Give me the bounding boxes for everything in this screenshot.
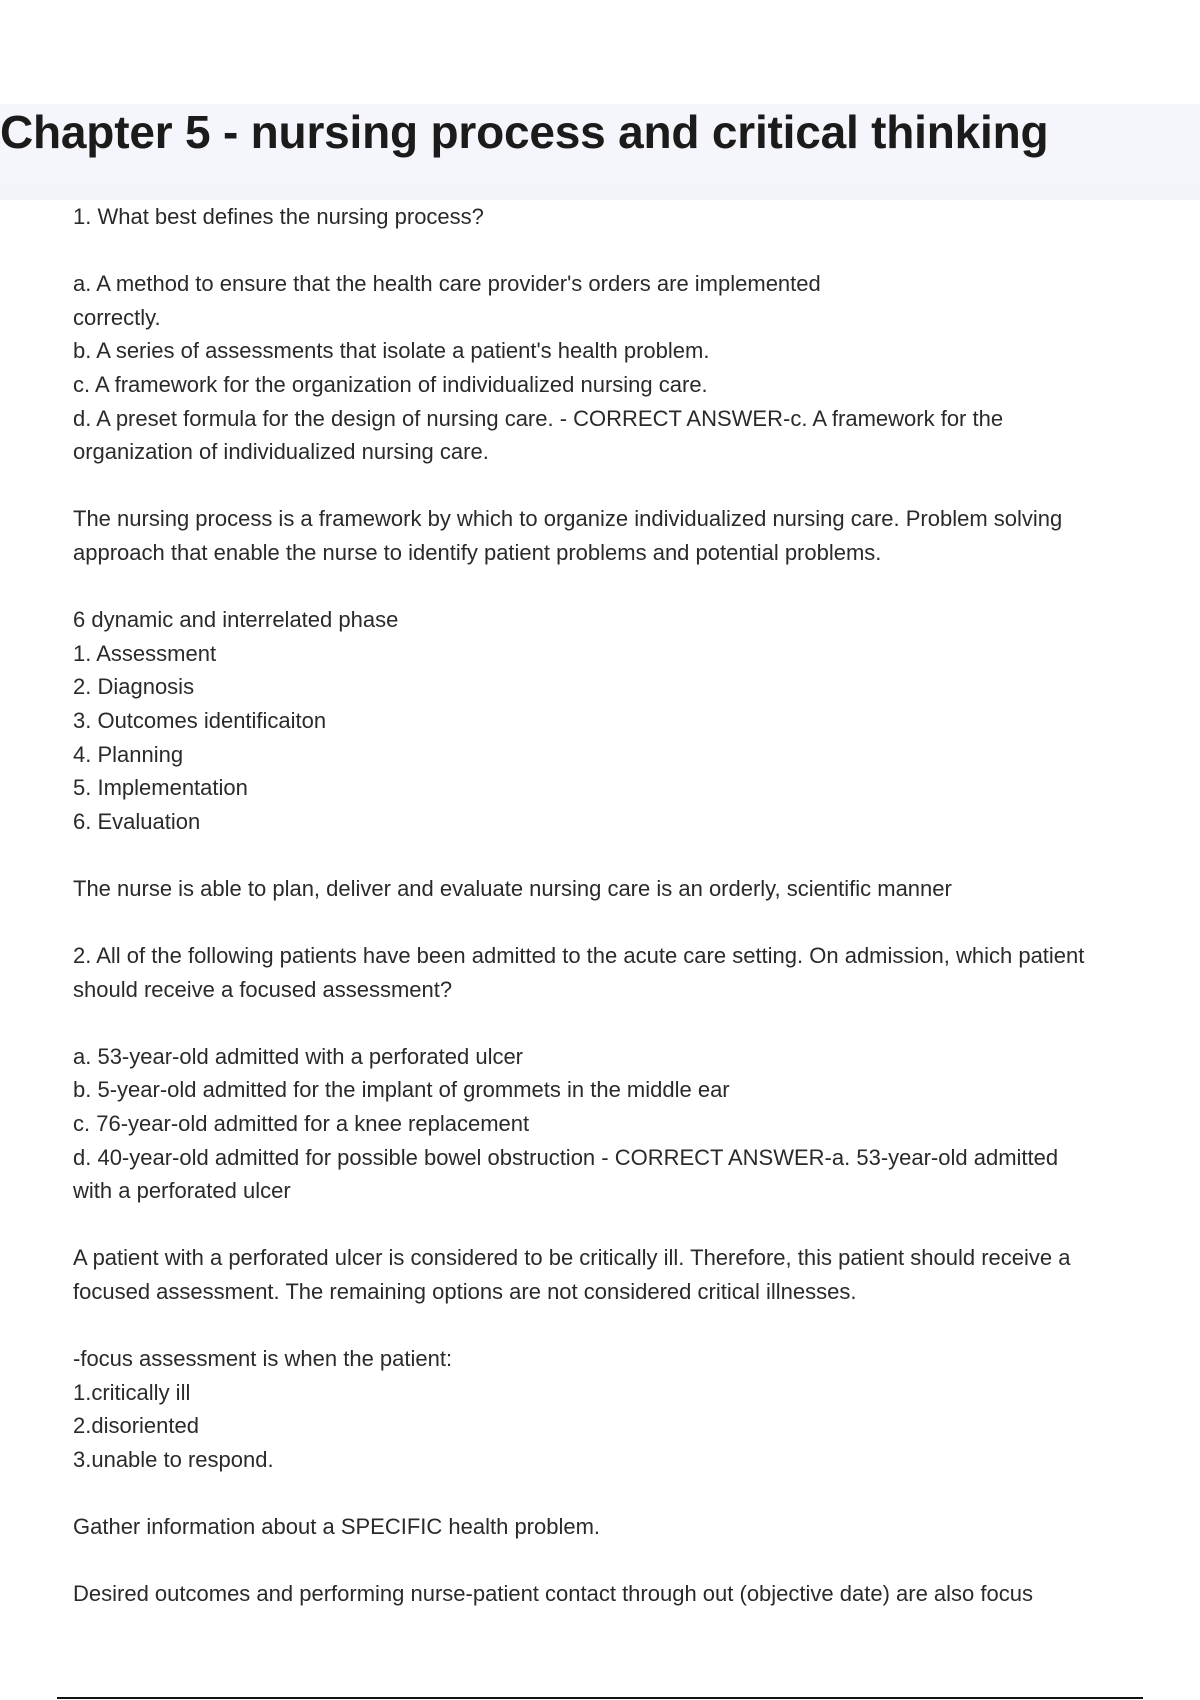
paragraph [73, 1241, 1188, 1308]
text-line: 5. Implementation [73, 775, 248, 801]
text-line: c. A framework for the organization of individualized nursing care. [73, 371, 708, 397]
bottom-divider [57, 1697, 1143, 1699]
text-line: approach that enable the nurse to identify patient problems and potential problems. [73, 539, 882, 565]
text-line: organization of individualized nursing care. [73, 439, 489, 465]
text-line: 3. Outcomes identificaiton [73, 707, 327, 733]
paragraph [73, 267, 1188, 469]
text-line: c. 76-year-old admitted for a knee replacement [73, 1111, 530, 1137]
text-line: with a perforated ulcer [73, 1178, 291, 1204]
text-line: 1. What best defines the nursing process? [73, 204, 484, 229]
paragraph [73, 872, 1188, 906]
paragraph [73, 603, 1188, 838]
text-line: d. 40-year-old admitted for possible bowel obstruction - CORRECT ANSWER-a. 53-year-old admitted [73, 1144, 1059, 1170]
text-line: a. 53-year-old admitted with a perforated ulcer [73, 1043, 524, 1069]
text-line: should receive a focused assessment? [73, 976, 453, 1002]
text-line: d. A preset formula for the design of nursing care. - CORRECT ANSWER-c. A framework for the [73, 405, 1004, 431]
text-line: -focus assessment is when the patient: [73, 1346, 453, 1372]
paragraph [73, 1577, 1188, 1611]
text-line: 2.disoriented [73, 1413, 199, 1439]
text-line: 4. Planning [73, 741, 184, 767]
text-line: correctly. [73, 304, 161, 330]
text-line: Gather information about a SPECIFIC health problem. [73, 1514, 601, 1540]
text-line: 2. Diagnosis [73, 674, 195, 700]
text-line: Desired outcomes and performing nurse-patient contact through out (objective date) are also focus [73, 1581, 1033, 1607]
paragraph [73, 1510, 1188, 1544]
paragraph [73, 502, 1188, 569]
text-line: a. A method to ensure that the health care provider's orders are implemented [73, 271, 821, 297]
text-line: b. 5-year-old admitted for the implant of grommets in the middle ear [73, 1077, 730, 1103]
text-line: b. A series of assessments that isolate a patient's health problem. [73, 338, 710, 364]
text-line: The nurse is able to plan, deliver and evaluate nursing care is an orderly, scientific manner [73, 875, 952, 901]
page-title: Chapter 5 - nursing process and critical thinking [0, 106, 1049, 158]
paragraph [73, 939, 1188, 1006]
text-line: 1. Assessment [73, 640, 217, 666]
text-line: 3.unable to respond. [73, 1446, 274, 1472]
text-line: 6 dynamic and interrelated phase [73, 607, 399, 633]
text-line: The nursing process is a framework by which to organize individualized nursing care. Problem solving [73, 506, 1063, 532]
text-line: A patient with a perforated ulcer is considered to be critically ill. Therefore, this patient should receive a [73, 1245, 1071, 1271]
paragraph [73, 1342, 1188, 1476]
text-line: 1.critically ill [73, 1379, 191, 1405]
document-body [73, 200, 1188, 1645]
text-line: 6. Evaluation [73, 808, 201, 834]
paragraph [73, 1040, 1188, 1208]
text-line: 2. All of the following patients have been admitted to the acute care setting. On admission, which patient [73, 943, 1085, 969]
paragraph [73, 200, 1188, 234]
text-line: focused assessment. The remaining options are not considered critical illnesses. [73, 1279, 857, 1304]
